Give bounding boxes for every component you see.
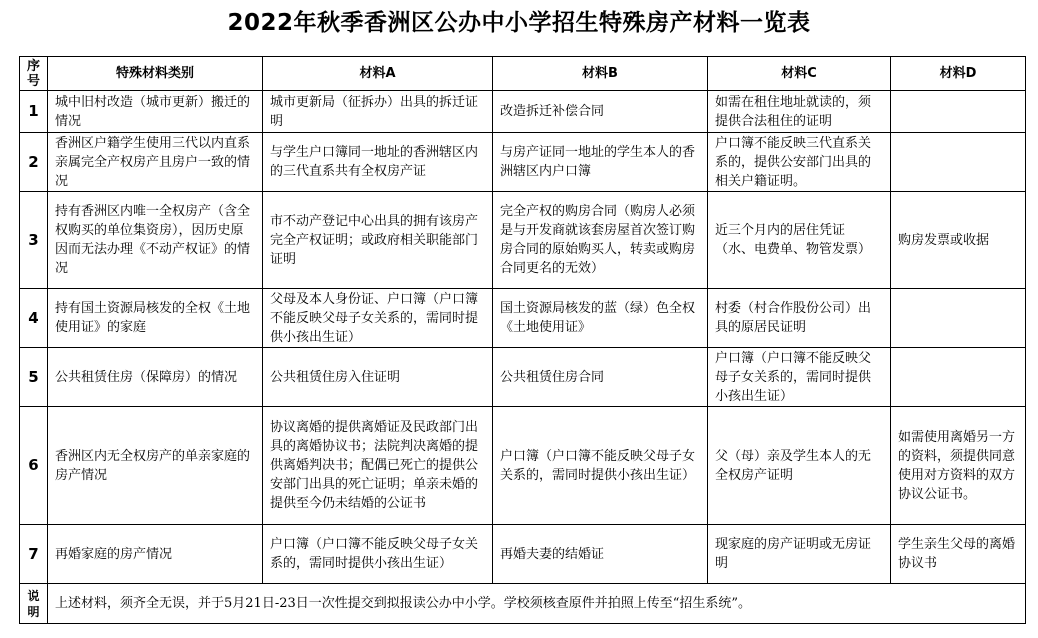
- table-row: [20, 91, 1026, 133]
- cell-material-d: 学生亲生父母的离婚协议书: [891, 525, 1026, 584]
- cell-material-c: 户口簿不能反映三代直系关系的，提供公安部门出具的相关户籍证明。: [708, 133, 891, 192]
- cell-material-a: 与学生户口簿同一地址的香洲辖区内的三代直系共有全权房产证: [263, 133, 493, 192]
- cell-category: 再婚家庭的房产情况: [48, 525, 263, 584]
- cell-material-d: [891, 289, 1026, 348]
- note-text: 上述材料，须齐全无误，并于5月21日-23日一次性提交到拟报读公办中小学。学校须核查原件并拍照上传至“招生系统”。: [48, 584, 1026, 624]
- row-seq: 5: [20, 348, 48, 407]
- row-seq: 4: [20, 289, 48, 348]
- table-row: [20, 407, 1026, 525]
- header-seq: 序号: [20, 57, 48, 91]
- table-row: [20, 289, 1026, 348]
- header-material-a: 材料A: [263, 57, 493, 91]
- cell-category: 持有香洲区内唯一全权房产（含全权购买的单位集资房），因历史原因而无法办理《不动产权证》的情况: [48, 192, 263, 289]
- cell-category: 公共租赁住房（保障房）的情况: [48, 348, 263, 407]
- header-material-d: 材料D: [891, 57, 1026, 91]
- cell-category: 城中旧村改造（城市更新）搬迁的情况: [48, 91, 263, 133]
- cell-material-b: 公共租赁住房合同: [493, 348, 708, 407]
- cell-category: 香洲区内无全权房产的单亲家庭的房产情况: [48, 407, 263, 525]
- cell-material-b: 与房产证同一地址的学生本人的香洲辖区内户口簿: [493, 133, 708, 192]
- cell-material-a: 公共租赁住房入住证明: [263, 348, 493, 407]
- row-seq: 7: [20, 525, 48, 584]
- cell-material-d: 如需使用离婚另一方的资料，须提供同意使用对方资料的双方协议公证书。: [891, 407, 1026, 525]
- cell-material-b: 国土资源局核发的蓝（绿）色全权《土地使用证》: [493, 289, 708, 348]
- header-category: 特殊材料类别: [48, 57, 263, 91]
- cell-category: 持有国土资源局核发的全权《土地使用证》的家庭: [48, 289, 263, 348]
- table-row: [20, 192, 1026, 289]
- header-material-c: 材料C: [708, 57, 891, 91]
- cell-material-d: [891, 133, 1026, 192]
- row-seq: 3: [20, 192, 48, 289]
- cell-material-a: 城市更新局（征拆办）出具的拆迁证明: [263, 91, 493, 133]
- cell-material-c: 近三个月内的居住凭证（水、电费单、物管发票）: [708, 192, 891, 289]
- cell-material-c: 父（母）亲及学生本人的无全权房产证明: [708, 407, 891, 525]
- cell-material-a: 父母及本人身份证、户口簿（户口簿不能反映父母子女关系的，需同时提供小孩出生证）: [263, 289, 493, 348]
- row-seq: 6: [20, 407, 48, 525]
- cell-material-d: 购房发票或收据: [891, 192, 1026, 289]
- cell-material-b: 户口簿（户口簿不能反映父母子女关系的，需同时提供小孩出生证）: [493, 407, 708, 525]
- cell-material-b: 完全产权的购房合同（购房人必须是与开发商就该套房屋首次签订购房合同的原始购买人，转卖或购房合同更名的无效）: [493, 192, 708, 289]
- cell-material-c: 村委（村合作股份公司）出具的原居民证明: [708, 289, 891, 348]
- header-material-b: 材料B: [493, 57, 708, 91]
- note-row: [20, 584, 1026, 624]
- cell-material-c: 现家庭的房产证明或无房证明: [708, 525, 891, 584]
- cell-material-d: [891, 91, 1026, 133]
- cell-category: 香洲区户籍学生使用三代以内直系亲属完全产权房产且房户一致的情况: [48, 133, 263, 192]
- cell-material-b: 改造拆迁补偿合同: [493, 91, 708, 133]
- materials-table: [19, 56, 1026, 624]
- page-title: 2022年秋季香洲区公办中小学招生特殊房产材料一览表: [227, 10, 811, 36]
- row-seq: 2: [20, 133, 48, 192]
- cell-material-d: [891, 348, 1026, 407]
- cell-material-c: 如需在租住地址就读的，须提供合法租住的证明: [708, 91, 891, 133]
- cell-material-a: 协议离婚的提供离婚证及民政部门出具的离婚协议书；法院判决离婚的提供离婚判决书；配偶已死亡的提供公安部门出具的死亡证明；单亲未婚的提供至今仍未结婚的公证书: [263, 407, 493, 525]
- cell-material-b: 再婚夫妻的结婚证: [493, 525, 708, 584]
- table-row: [20, 348, 1026, 407]
- row-seq: 1: [20, 91, 48, 133]
- note-label: 说明: [20, 584, 48, 624]
- table-row: [20, 525, 1026, 584]
- table-header-row: [20, 57, 1026, 91]
- cell-material-c: 户口簿（户口簿不能反映父母子女关系的，需同时提供小孩出生证）: [708, 348, 891, 407]
- cell-material-a: 户口簿（户口簿不能反映父母子女关系的，需同时提供小孩出生证）: [263, 525, 493, 584]
- table-row: [20, 133, 1026, 192]
- cell-material-a: 市不动产登记中心出具的拥有该房产完全产权证明；或政府相关职能部门证明: [263, 192, 493, 289]
